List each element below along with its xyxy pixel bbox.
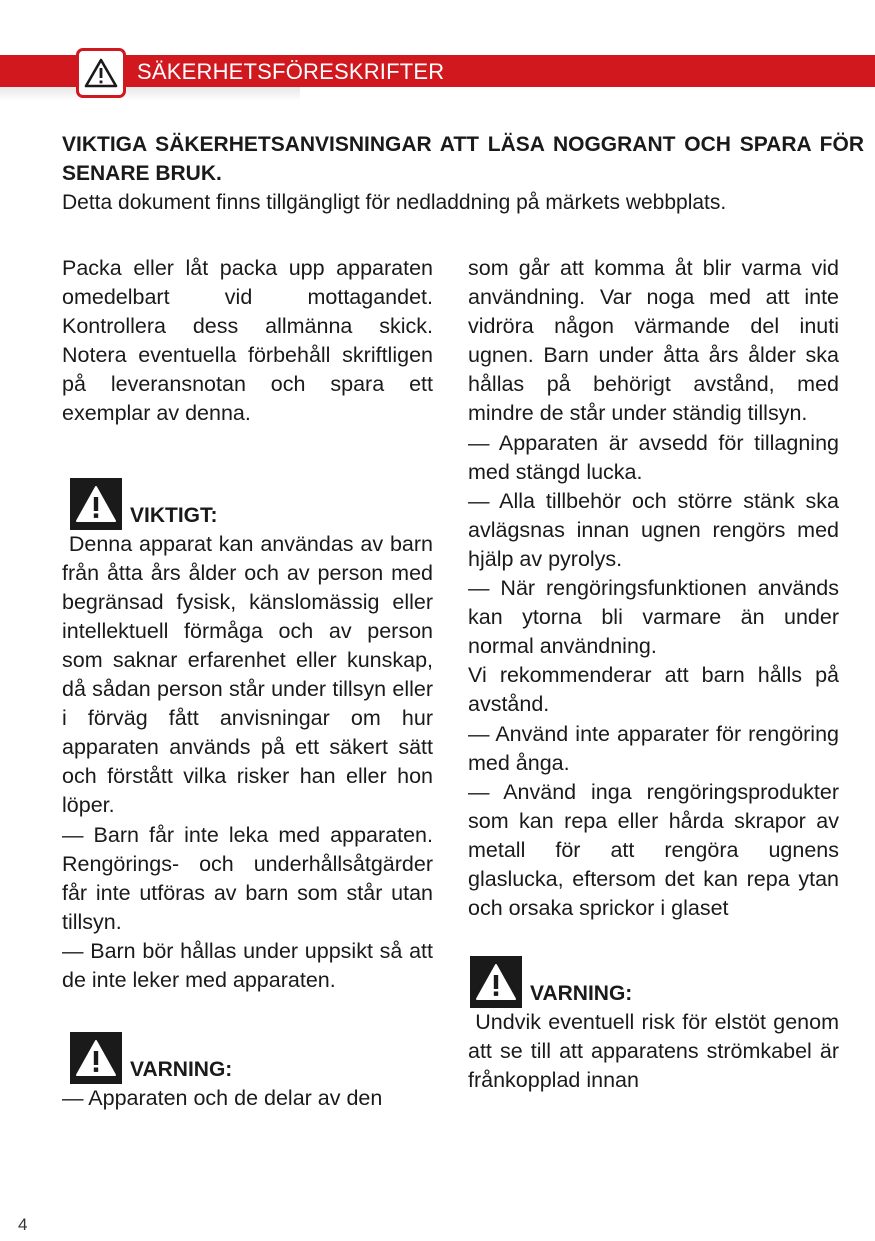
- paragraph: Vi rekommenderar att barn hålls på avstånd.: [468, 663, 839, 717]
- warning-triangle-icon: [84, 58, 118, 88]
- header-badge: [76, 48, 126, 98]
- paragraph: — Använd inga rengöringsprodukter som kan repa eller hårda skrapor av metall för att rengöra ugnens glaslucka, eftersom det kan repa ytan och orsaka sprickor i glaset: [468, 779, 839, 921]
- intro-heading: VIKTIGA SÄKERHETSANVISNINGAR ATT LÄSA NOGGRANT OCH SPARA FÖR SENARE BRUK.: [62, 133, 864, 185]
- paragraph: Packa eller låt packa upp apparaten omedelbart vid mottagandet. Kontrollera dess allmänna skick. Notera eventuella förbehåll skriftligen på leveransnotan och spara ett exemplar av denna.: [62, 256, 433, 426]
- warning-heading: [62, 478, 433, 530]
- warning-icon: [470, 956, 522, 1008]
- paragraph: som går att komma åt blir varma vid användning. Var noga med att inte vidröra någon värmande del inuti ugnen. Barn under åtta års ålder ska hållas på behörigt avstånd, med mindre de står under ständig tillsyn.: [468, 256, 839, 426]
- varning-label: VARNING:: [130, 1058, 233, 1082]
- paragraph: — Barn bör hållas under uppsikt så att de inte leker med apparaten.: [62, 938, 433, 992]
- paragraph: — Barn får inte leka med apparaten. Rengörings- och underhållsåtgärder får inte utföras av barn som står utan tillsyn.: [62, 822, 433, 934]
- paragraph: — Använd inte apparater för rengöring med ånga.: [468, 721, 839, 775]
- paragraph: — När rengöringsfunktionen används kan ytorna bli varmare än under normal användning.: [468, 576, 839, 659]
- paragraph: Undvik eventuell risk för elstöt genom att se till att apparatens strömkabel är frånkopplad innan: [468, 1010, 845, 1093]
- intro: [62, 130, 864, 217]
- warning-icon: [70, 1032, 122, 1084]
- paragraph: — Alla tillbehör och större stänk ska avlägsnas innan ugnen rengörs med hjälp av pyrolys.: [468, 488, 839, 571]
- header-shadow: [0, 87, 300, 101]
- intro-note: Detta dokument finns tillgängligt för nedladdning på märkets webbplats.: [62, 191, 727, 214]
- right-column: [468, 254, 845, 1095]
- left-column: [62, 254, 439, 1113]
- paragraph: — Apparaten och de delar av den: [62, 1086, 383, 1111]
- paragraph: Denna apparat kan användas av barn från åtta års ålder och av person med begränsad fysisk, känslomässig eller intellektuell förmåga och av person som saknar erfarenhet eller kunskap, då sådan person står under tillsyn eller i förväg fått anvisningar om hur apparaten används på ett säkert sätt och förstått vilka risker han eller hon löper.: [62, 531, 439, 818]
- warning-icon: [70, 478, 122, 530]
- page-number: 4: [18, 1215, 28, 1234]
- viktigt-label: VIKTIGT:: [130, 503, 218, 527]
- paragraph: — Apparaten är avsedd för tillagning med stängd lucka.: [468, 430, 839, 484]
- varning-label: VARNING:: [530, 982, 633, 1006]
- section-title: SÄKERHETSFÖRESKRIFTER: [137, 59, 445, 84]
- warning-heading: [468, 956, 839, 1008]
- warning-heading: [62, 1032, 433, 1084]
